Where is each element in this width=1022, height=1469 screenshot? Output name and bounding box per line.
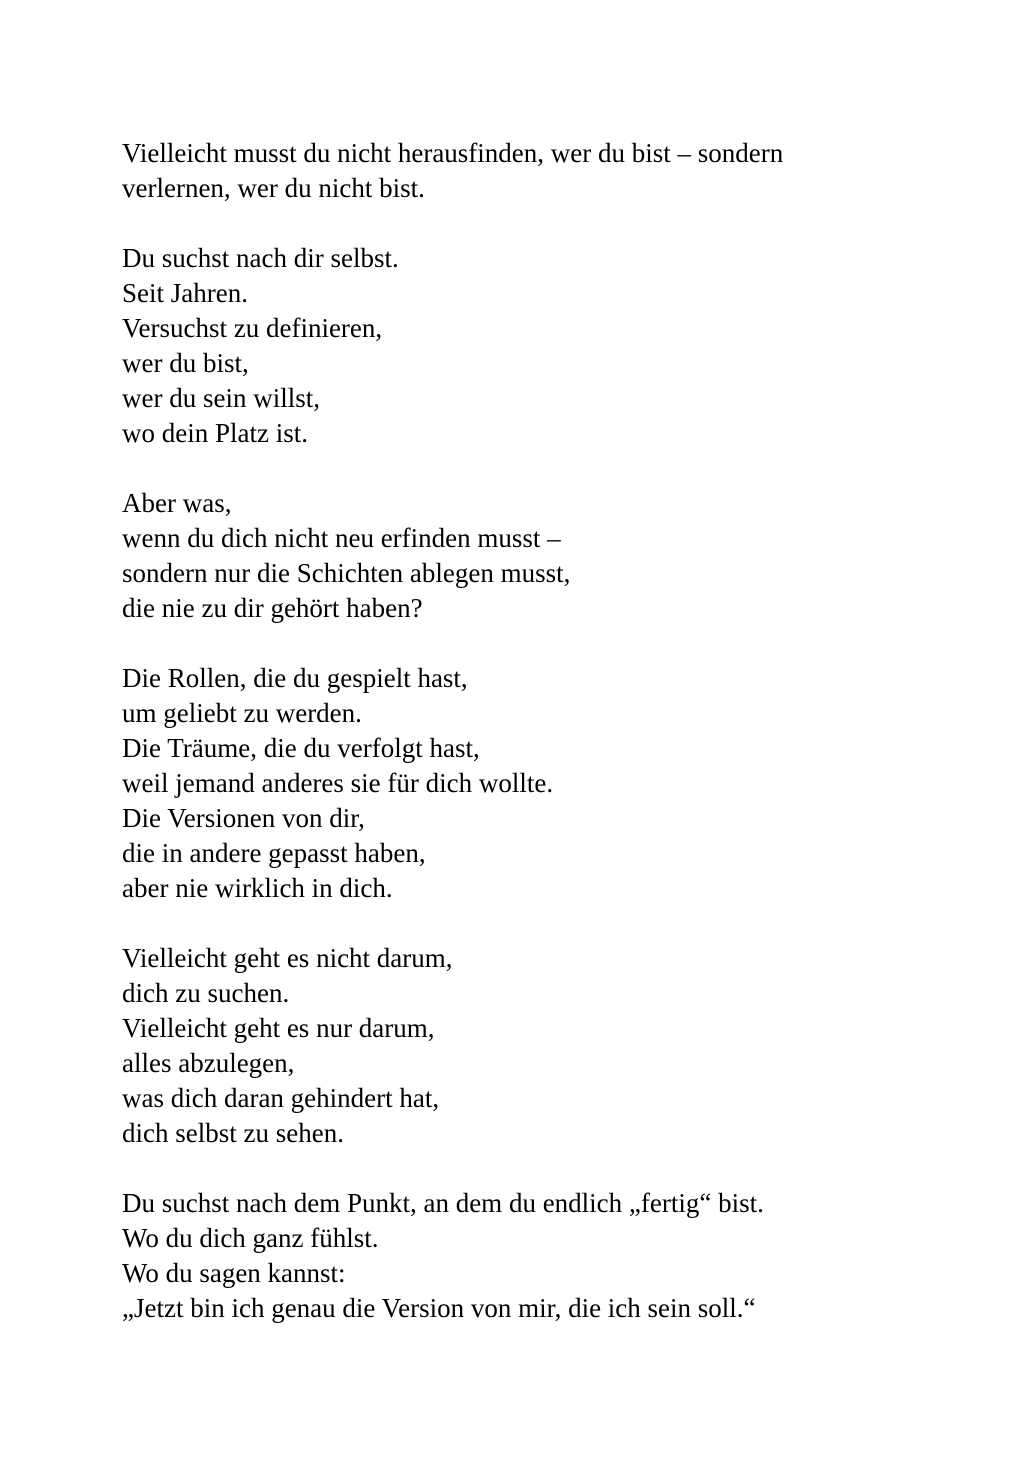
poem-line: die nie zu dir gehört haben?	[122, 593, 423, 623]
poem-line: Aber was,	[122, 488, 232, 518]
poem-line: Die Versionen von dir,	[122, 803, 365, 833]
poem-line: weil jemand anderes sie für dich wollte.	[122, 768, 554, 798]
poem-line: was dich daran gehindert hat,	[122, 1083, 440, 1113]
poem-line: dich selbst zu sehen.	[122, 1118, 344, 1148]
poem-line: Wo du sagen kannst:	[122, 1258, 346, 1288]
poem-line: Wo du dich ganz fühlst.	[122, 1223, 379, 1253]
text-line: verlernen, wer du nicht bist.	[122, 173, 425, 203]
poem-line: aber nie wirklich in dich.	[122, 873, 393, 903]
poem-line: Versuchst zu definieren,	[122, 313, 383, 343]
poem-line: Vielleicht geht es nur darum,	[122, 1013, 435, 1043]
stanza-5	[122, 1186, 902, 1326]
poem-line: Vielleicht geht es nicht darum,	[122, 943, 453, 973]
poem-line: um geliebt zu werden.	[122, 698, 362, 728]
stanza-2	[122, 486, 902, 626]
poem-line: Du suchst nach dir selbst.	[122, 243, 399, 273]
poem-line: wer du sein willst,	[122, 383, 320, 413]
poem-line: wo dein Platz ist.	[122, 418, 308, 448]
text-line: Vielleicht musst du nicht herausfinden, wer du bist – sondern	[122, 138, 784, 168]
stanza-4	[122, 941, 902, 1151]
poem-line: Du suchst nach dem Punkt, an dem du endlich „fertig“ bist.	[122, 1188, 764, 1218]
poem-line: Seit Jahren.	[122, 278, 248, 308]
stanza-1	[122, 241, 902, 451]
poem-line: Die Rollen, die du gespielt hast,	[122, 663, 468, 693]
poem-line: wenn du dich nicht neu erfinden musst –	[122, 523, 561, 553]
intro-paragraph	[122, 136, 902, 206]
poem-line: die in andere gepasst haben,	[122, 838, 426, 868]
poem-line: Die Träume, die du verfolgt hast,	[122, 733, 480, 763]
poem-line: dich zu suchen.	[122, 978, 290, 1008]
poem-line: sondern nur die Schichten ablegen musst,	[122, 558, 571, 588]
poem-line: „Jetzt bin ich genau die Version von mir, die ich sein soll.“	[122, 1293, 756, 1323]
poem-line: wer du bist,	[122, 348, 249, 378]
stanza-3	[122, 661, 902, 906]
document-page	[122, 136, 902, 1361]
poem-line: alles abzulegen,	[122, 1048, 295, 1078]
